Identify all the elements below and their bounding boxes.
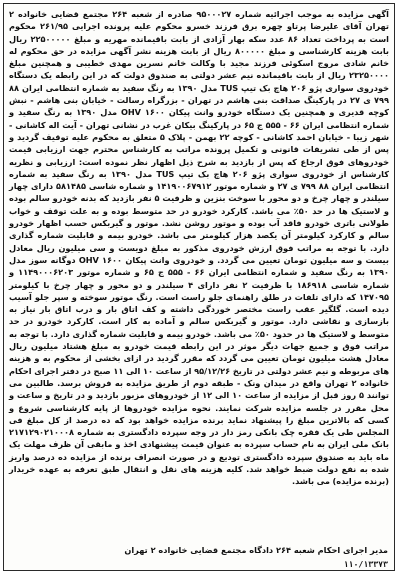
notice-signature: مدیر اجرای احکام شعبه ۲۶۴ دادگاه مجتمع قضایی خانواده ۲ تهران [124,545,388,555]
notice-body [9,8,389,488]
notice-code: ۱۱۰/۱۳۳۷۳ [343,559,388,569]
notice-body-text: آگهی مزایده به موجب اجرائیه شماره ۹۵۰۰۰۲۷ صادره از شعبه ۲۶۴ مجتمع قضایی خانواده ۲ تهران آقای علیرضا پرتاو چهره برق فرزند خسرو محکوم علیه پرونده اجرایی ۲۶۱/۹۵ محکوم است به پرداخت تعداد ۸۶ عدد سکه بهار آزادی از بابت باقیمانده مهریه و مبلغ ۲۲۵۰۰۰۰۰ ریال بابت هزینه کارشناسی و مبلغ ۸۰۰۰۰۰ ریال از بابت هزینه نشر آگهی مزایده در حق محکوم له خانم شادی مروج اسکوئی فرزند مجید با وکالت خانم نسرین مهدی خطیبی و همچنین مبلغ ۲۳۲۵۰۰۰۰ ریال از بابت باقیمانده نیم عشر دولتی به صندوق دولت که در این رابطه یک دستگاه خودروی سواری پژو ۲۰۶ هاچ بک تیپ TUS مدل ۱۳۹۰ به رنگ سفید به شماره انتظامی ایران ۸۸ ۷۹۹ ی ۲۷ در پارکینگ صداقت بنی هاشم در تهران - بزرگراه رسالت - خیابان بنی هاشم - نبش کوچه قدیری و همچنین یک دستگاه خودرو وانت پیکان ۱۶۰۰ OHV مدل ۱۳۹۰ به رنگ سفید و شماره انتظامی ایران ۶۶ - ۵۵۵ ج ۶۵ در پارکینگ بیکان غرب در نشانی تهران - آیت اله کاشانی - شهر زیبا - خیابان احمد کاشانی - کوچه ۲۲ بهمن - پلاک ۵ متعلق به محکوم علیه توقیف گردید و پس از طی تشریفات قانونی و تکمیل پرونده مراتب به کارشناس محترم جهت ارزیابی قیمت خودروهای فوق ارجاع که پس از بازدید به شرح ذیل اظهار نظر نموده است: ارزیابی و نظریه کارشناس از خودروی سواری پژو ۲۰۶ هاچ بک تیپ TUS مدل ۱۳۹۰ به رنگ سفید به شماره انتظامی ایران ۸۸ ۷۹۹ ی ۲۷ و شماره موتور ۱۴۱۹۰۰۶۷۹۱۲ و شماره شاسی ۵۸۱۴۸۵ دارای چهار سیلندر و چهار چرخ و دو محور با سوخت بنزین و ظرفیت ۵ نفر بازدید که بدنه خودرو سالم بوده و لاستیک ها در حد ۵۰٪ می باشد. کارکرد خودرو در حد متوسط بوده و به علت توقف و خواب طولانی باتری خودرو فاقد آب بوده و موتور روشن نشد. موتور و گیربکس حسب اظهار خودرو سالم و کارکرد کیلومتر آن یکصد هزار کیلومتر می باشد. خودرو بیمه و قابلیت شماره گذاری دارد. با توجه به مراتب فوق ارزش خودروی مذکور به مبلغ دویست و سی میلیون ریال معادل بیست و سه میلیون تومان تعیین می گردد. و خودروی وانت پیکان ۱۶۰۰ OHV دوگانه سوز مدل ۱۳۹۰ به رنگ سفید و شماره انتظامی ایران ۶۶ - ۵۵۵ ج ۶۵ و شماره موتور ۱۱۴۹۰۰۰۶۲۰۳ و شماره شاسی ۱۸۶۹۱۸ با ظرفیت ۲ نفر دارای ۴ سیلندر و دو محور و چهار چرخ با کیلومتر ۱۴۷۰۹۵ که دارای تلفات در طلق راهنمای جلو راست است. رنگ موتور سوخته و سپر جلو آسیب دیده است. گلگیر عقب راست مختصر خوردگی داشته و کف اتاق بار و درب اتاق بار نیاز به بازسازی و نقاشی دارد. موتور و گیربکس سالم و آماده به کار است. کارکرد خودرو در حد متوسط و لاستیک ها در حدود ۵۰٪ می باشد. خودرو بیمه و قابلیت شماره گذاری دارد. با توجه به مراتب فوق و جمیع جهات دیگر موثر در این رابطه قیمت خودرو به مبلغ هشتاد میلیون ریال معادل هشت میلیون تومان تعیین می گردد که مقرر گردید در ازای بخشی از محکوم به و هزینه های مربوطه و نیم عشر دولتی در تاریخ ۹۵/۱۲/۲۶ از ساعت ۱۰ الی ۱۱ صبح در دفتر اجرای احکام خانواده ۲ تهران واقع در میدان ونک - طبقه دوم از طریق مزایده به فروش برسد. طالبین می توانند ۵ روز قبل از مزایده از ساعت ۱۰ الی ۱۲ از خودروهای مزبور بازدید و در تاریخ و ساعت و محل مقرر در جلسه مزایده شرکت نمایند. نحوه مزایده خودروها از پایه کارشناسی شروع و کسی که بالاترین مبلغ را پیشنهاد نماید برنده مزایده خواهد بود که ده درصد از کل مبلغ فی المجلس طی یک فقره چک بانکی رمز دار در وجه سپرده دادگستری به شماره ۲۱۷۱۲۹۰۲۱۰۰۰۸ بانک ملی ایران به نام حساب سپرده به عنوان قیمت پیشنهادی اخذ و مابقی آن ظرف مهلت یک ماه باید به صندوق سپرده دادگستری تودیع و در صورت انصراف برنده از مزایده ده درصد واریز شده به نفع دولت ضبط خواهد شد. کلیه هزینه های نقل و انتقال طبق تعرفه به عهده خریدار (برنده مزایده) می باشد. [9,9,390,487]
auction-notice [3,3,395,571]
